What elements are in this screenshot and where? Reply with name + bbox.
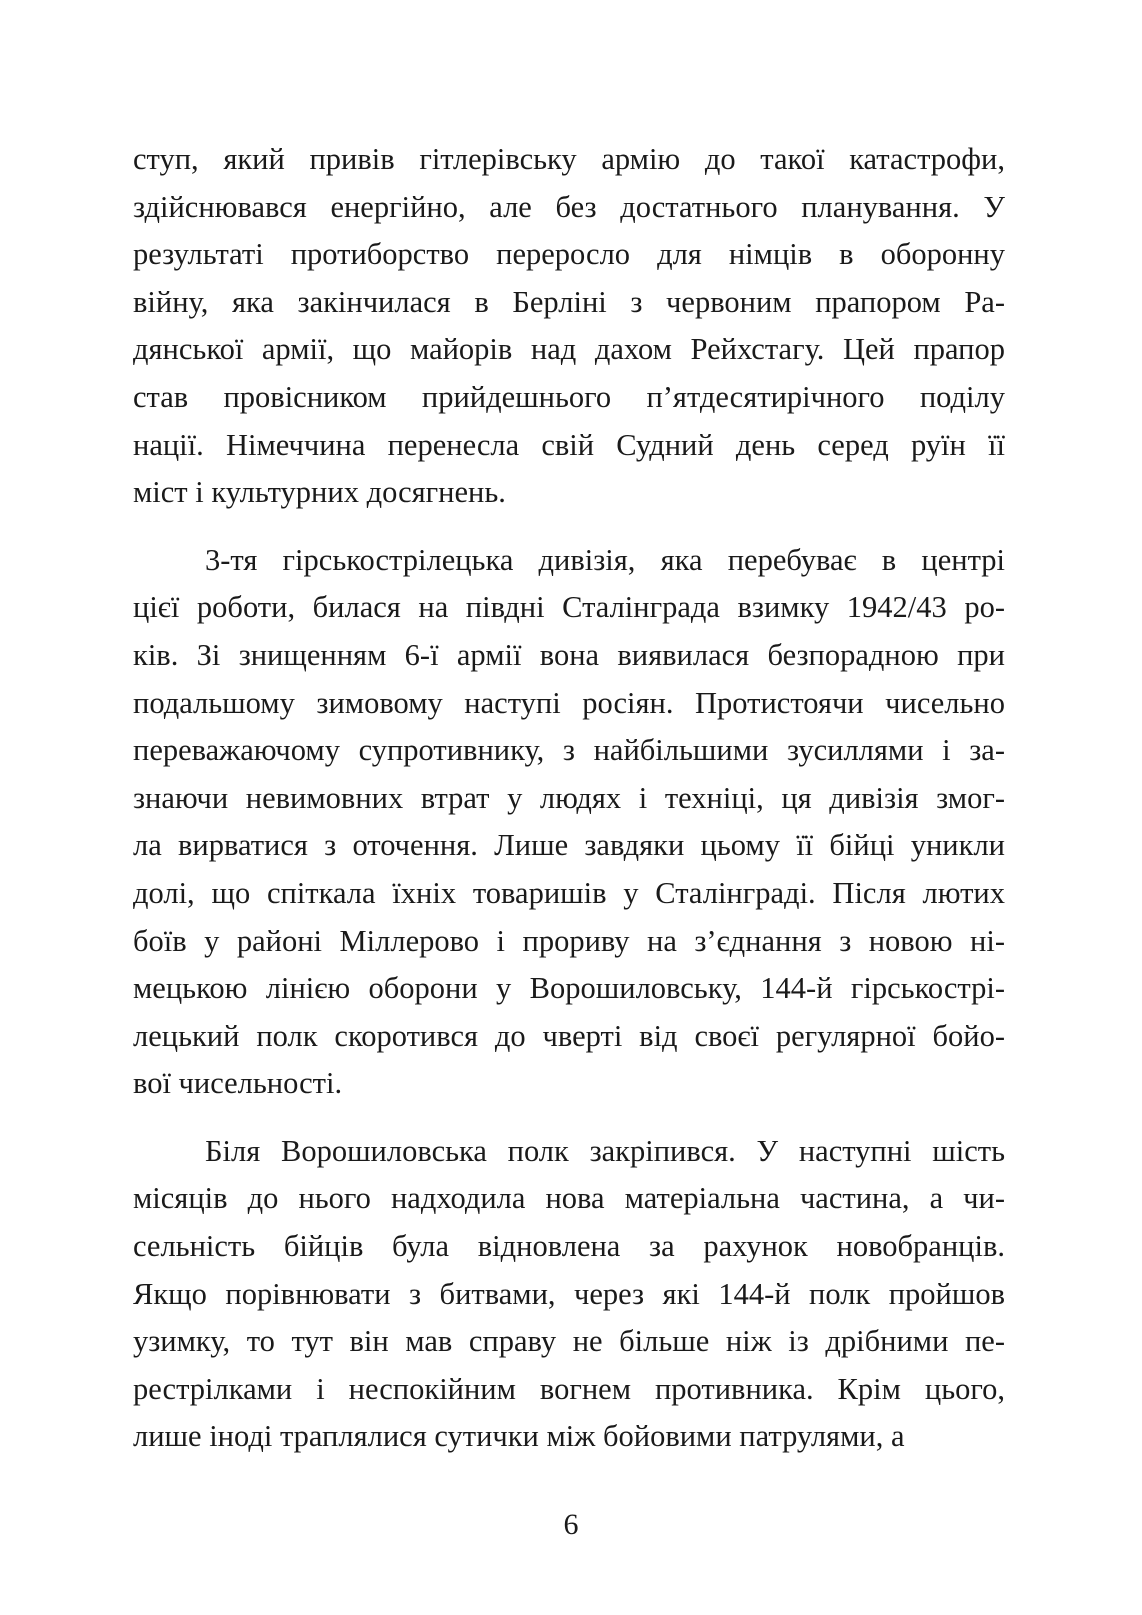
- body-text: [133, 136, 1005, 1461]
- text-line: нації. Німеччина перенесла свій Судний день серед руїн її: [133, 427, 1005, 462]
- text-line: Якщо порівнювати з битвами, через які 144-й полк пройшов: [133, 1276, 1005, 1311]
- text-line: ла вирватися з оточення. Лише завдяки цьому її бійці уникли: [133, 828, 1005, 863]
- text-line: лише іноді траплялися сутички між бойовими патрулями, а: [133, 1419, 905, 1454]
- text-line: цієї роботи, билася на півдні Сталінграда взимку 1942/43 ро-: [133, 590, 1005, 625]
- paragraph: [133, 136, 1005, 517]
- text-line: ків. Зі знищенням 6-ї армії вона виявилася безпорадною при: [133, 637, 1005, 672]
- text-line: рестрілками і неспокійним вогнем противника. Крім цього,: [133, 1371, 1005, 1406]
- text-line: міст і культурних досягнень.: [133, 475, 506, 510]
- text-line: війну, яка закінчилася в Берліні з червоним прапором Ра-: [133, 284, 1005, 319]
- text-line: мецькою лінією оборони у Ворошиловську, 144-й гірськострі-: [133, 971, 1005, 1006]
- paragraph: [133, 537, 1005, 1108]
- page-number: 6: [563, 1508, 579, 1541]
- text-line: подальшому зимовому наступі росіян. Протистоячи чисельно: [133, 685, 1005, 720]
- text-line: долі, що спіткала їхніх товаришів у Сталінграді. Після лютих: [133, 875, 1005, 910]
- text-line: сельність бійців була відновлена за рахунок новобранців.: [133, 1229, 1005, 1264]
- text-line: узимку, то тут він мав справу не більше ніж із дрібними пе-: [133, 1324, 1005, 1359]
- text-line: знаючи невимовних втрат у людях і техніці, ця дивізія змог-: [133, 780, 1005, 815]
- text-line: вої чисельності.: [133, 1066, 343, 1101]
- paragraph: [133, 1128, 1005, 1461]
- text-line: 3-тя гірськострілецька дивізія, яка перебуває в центрі: [205, 542, 1005, 577]
- text-line: місяців до нього надходила нова матеріальна частина, а чи-: [133, 1181, 1005, 1216]
- text-line: став провісником прийдешнього п’ятдесятирічного поділу: [133, 379, 1005, 414]
- text-line: Біля Ворошиловська полк закріпився. У наступні шість: [205, 1133, 1005, 1168]
- text-line: дянської армії, що майорів над дахом Рейхстагу. Цей прапор: [133, 332, 1005, 367]
- text-line: ступ, який привів гітлерівську армію до такої катастрофи,: [133, 142, 1005, 176]
- text-line: результаті протиборство переросло для німців в оборонну: [133, 237, 1005, 272]
- text-line: боїв у районі Міллерово і прориву на з’єднання з новою ні-: [133, 923, 1005, 958]
- text-line: лецький полк скоротився до чверті від своєї регулярної бойо-: [133, 1018, 1005, 1053]
- text-line: здійснювався енергійно, але без достатнього планування. У: [133, 189, 1005, 224]
- text-line: переважаючому супротивнику, з найбільшими зусиллями і за-: [133, 733, 1005, 768]
